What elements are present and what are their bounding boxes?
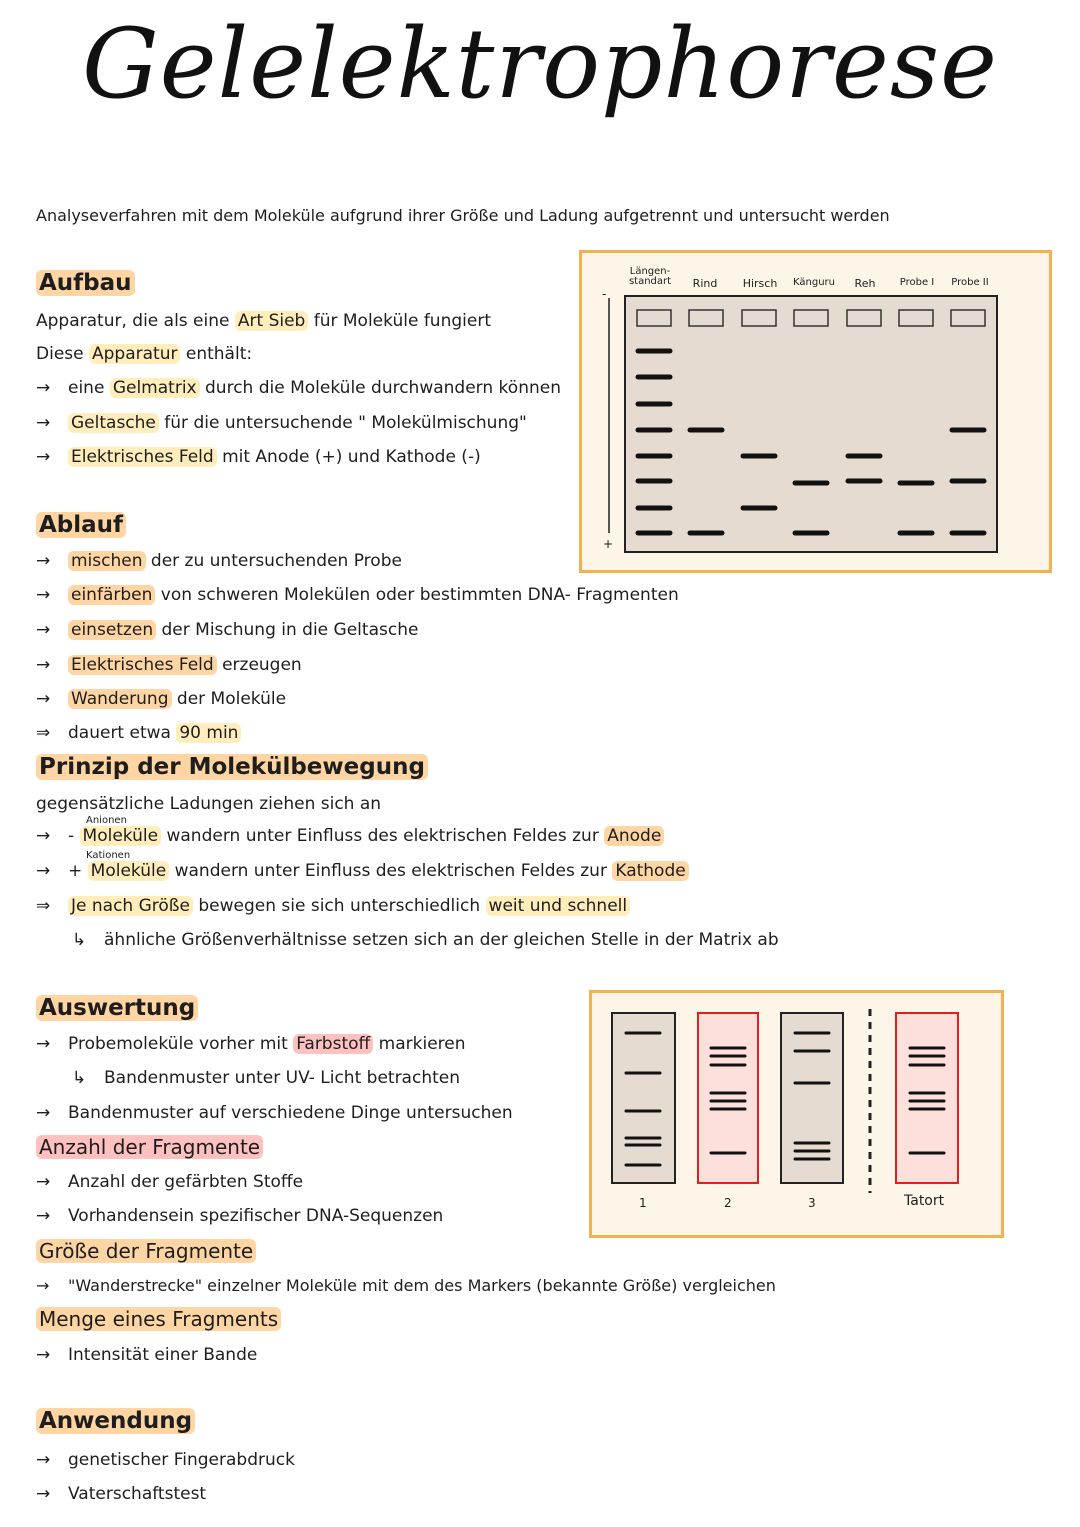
ablauf-item: → mischen der zu untersuchenden Probe [36, 551, 402, 571]
lane-2-gel [698, 1013, 758, 1183]
fingerprint-diagram [589, 990, 1004, 1238]
tatort-lane-gel [896, 1013, 958, 1183]
aufbau-heading: Aufbau [36, 270, 135, 296]
ablauf-item: → einfärben von schweren Molekülen oder bestimmten DNA- Fragmenten [36, 585, 679, 605]
anzahl-heading: Anzahl der Fragmente [36, 1135, 263, 1159]
groesse-item: → "Wanderstrecke" einzelner Moleküle mit dem des Markers (bekannte Größe) vergleichen [36, 1276, 776, 1295]
prinzip-aehnlich: ↳ ähnliche Größenverhältnisse setzen sich an der gleichen Stelle in der Matrix ab [72, 930, 779, 950]
lane-label-laengenstandart: Längen-standart [628, 266, 672, 287]
gel-diagram [579, 250, 1052, 573]
lane-label-hirsch: Hirsch [742, 277, 778, 290]
anzahl-item: → Vorhandensein spezifischer DNA-Sequenzen [36, 1206, 444, 1226]
lane-label-probe-2: Probe II [951, 277, 989, 288]
lane-label-probe-1: Probe I [899, 277, 935, 288]
ablauf-item: → einsetzen der Mischung in die Geltasche [36, 620, 419, 640]
anzahl-item: → Anzahl der gefärbten Stoffe [36, 1172, 304, 1192]
lane-label-3: 3 [808, 1196, 816, 1210]
prinzip-heading: Prinzip der Molekülbewegung [36, 754, 428, 780]
prinzip-line: gegensätzliche Ladungen ziehen sich an [36, 794, 382, 814]
plus-pole-label: + [603, 537, 614, 551]
auswertung-line: → Bandenmuster auf verschiedene Dinge untersuchen [36, 1103, 513, 1123]
menge-item: → Intensität einer Bande [36, 1345, 258, 1365]
lane-label-tatort: Tatort [904, 1193, 945, 1209]
lane-label-1: 1 [639, 1196, 647, 1210]
auswertung-line: → Probemoleküle vorher mit Farbstoff markieren [36, 1034, 466, 1054]
intro-text: Analyseverfahren mit dem Moleküle aufgrund ihrer Größe und Ladung aufgetrennt und untersucht werden [36, 206, 890, 225]
auswertung-line: ↳ Bandenmuster unter UV- Licht betrachten [72, 1068, 460, 1088]
aufbau-line-2: Diese Apparatur enthält: [36, 344, 253, 364]
anwendung-item: → Vaterschaftstest [36, 1484, 207, 1504]
ablauf-duration: ⇒ dauert etwa 90 min [36, 723, 241, 743]
aufbau-item: → eine Gelmatrix durch die Moleküle durchwandern können [36, 378, 561, 398]
lane-label-kaenguru: Känguru [793, 277, 835, 288]
aufbau-item: → Elektrisches Feld mit Anode (+) und Kathode (-) [36, 447, 481, 467]
auswertung-heading: Auswertung [36, 995, 198, 1021]
prinzip-kationen: → + Moleküle wandern unter Einfluss des elektrischen Feldes zur Kathode [36, 861, 689, 881]
ablauf-heading: Ablauf [36, 512, 126, 538]
lane-label-2: 2 [724, 1196, 732, 1210]
aufbau-item: → Geltasche für die untersuchende " Molekülmischung" [36, 413, 527, 433]
ablauf-item: → Wanderung der Moleküle [36, 689, 287, 709]
anwendung-heading: Anwendung [36, 1408, 195, 1434]
aufbau-line-1: Apparatur, die als eine Art Sieb für Moleküle fungiert [36, 311, 491, 331]
anionen-label: Anionen [86, 815, 127, 826]
lane-label-rind: Rind [692, 277, 718, 290]
menge-heading: Menge eines Fragments [36, 1307, 281, 1331]
ablauf-item: → Elektrisches Feld erzeugen [36, 655, 302, 675]
lane-1-gel [612, 1013, 675, 1183]
groesse-heading: Größe der Fragmente [36, 1239, 256, 1263]
page-title: Gelelektrophorese [82, 8, 998, 120]
gel-diagram-svg [582, 253, 1049, 570]
prinzip-groesse: ⇒ Je nach Größe bewegen sie sich unterschiedlich weit und schnell [36, 896, 630, 916]
anwendung-item: → genetischer Fingerabdruck [36, 1450, 295, 1470]
lane-label-reh: Reh [854, 277, 876, 290]
prinzip-anionen: → - Moleküle wandern unter Einfluss des elektrischen Feldes zur Anode [36, 826, 664, 846]
minus-pole-label: - [602, 287, 607, 301]
kationen-label: Kationen [86, 850, 131, 861]
gel-matrix [625, 296, 997, 552]
